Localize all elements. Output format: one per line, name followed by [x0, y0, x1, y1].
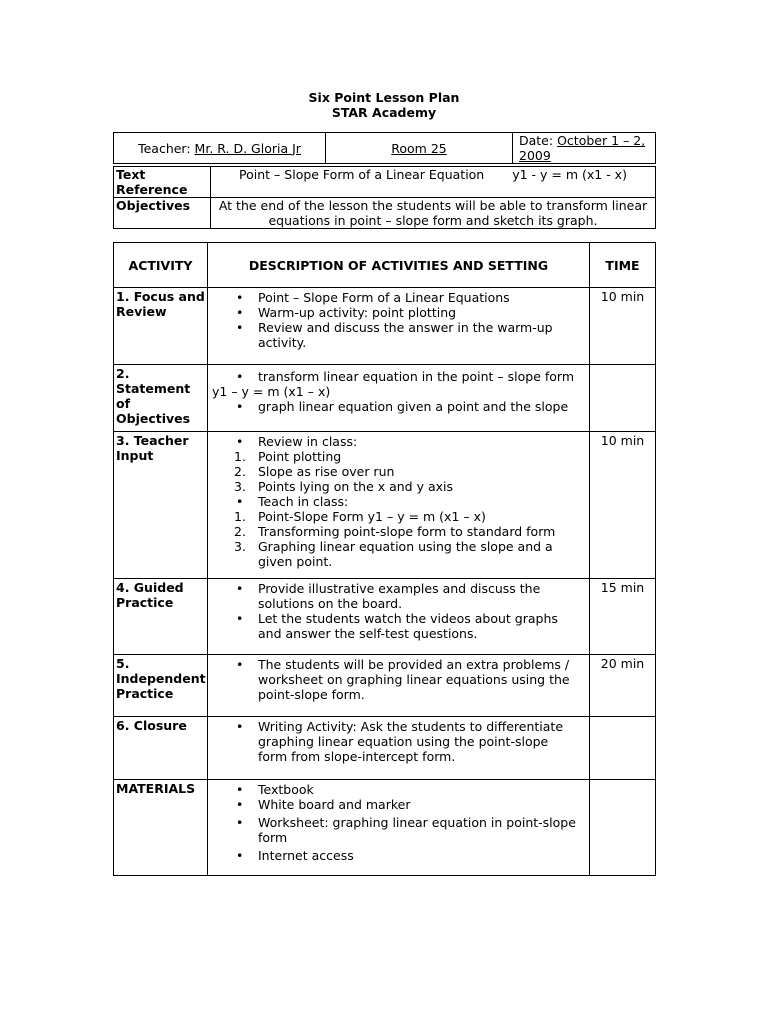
activity-label: 3. Teacher Input — [114, 432, 208, 579]
list-item: • Point – Slope Form of a Linear Equations — [234, 290, 579, 305]
list-item: 1. Point-Slope Form y1 – y = m (x1 – x) — [234, 509, 486, 524]
row-closure — [114, 717, 656, 780]
row-guided-practice — [114, 579, 656, 655]
activities-table — [113, 242, 656, 876]
text-reference-label: Text Reference — [114, 167, 211, 198]
activity-time: 15 min — [590, 579, 656, 655]
list-item: • transform linear equation in the point – slope form — [234, 369, 579, 384]
activity-label: MATERIALS — [114, 780, 208, 876]
info-table — [113, 132, 656, 164]
activity-time — [590, 365, 656, 432]
activity-time: 20 min — [590, 655, 656, 717]
activity-description — [208, 288, 590, 365]
list-item: • Internet access — [234, 848, 579, 863]
activity-time — [590, 717, 656, 780]
col-time-header: TIME — [590, 243, 656, 288]
row-materials — [114, 780, 656, 876]
activity-description — [208, 365, 590, 432]
list-item: • Review and discuss the answer in the warm-up activity. — [234, 320, 579, 350]
list-item: • graph linear equation given a point and the slope — [234, 399, 579, 414]
list-item: • Warm-up activity: point plotting — [234, 305, 579, 320]
activity-label: 4. Guided Practice — [114, 579, 208, 655]
activity-label: 1. Focus and Review — [114, 288, 208, 365]
activity-description — [208, 717, 590, 780]
date-cell — [513, 133, 656, 164]
list-item: • Teach in class: — [234, 494, 579, 509]
teacher-name: Mr. R. D. Gloria Jr — [194, 140, 301, 156]
list-item: 2. Slope as rise over run — [234, 464, 395, 479]
col-description-header: DESCRIPTION OF ACTIVITIES AND SETTING — [208, 243, 590, 288]
activity-label: 5. Independent Practice — [114, 655, 208, 717]
text-reference-value — [211, 167, 656, 198]
room-cell — [326, 133, 513, 164]
activity-description — [208, 780, 590, 876]
list-item: • Writing Activity: Ask the students to differentiate graphing linear equation using the point-slope form from slope-intercept form. — [234, 719, 579, 764]
list-item: • Review in class: — [234, 434, 579, 449]
activity-description — [208, 655, 590, 717]
row-independent-practice — [114, 655, 656, 717]
list-item: • Provide illustrative examples and discuss the solutions on the board. — [234, 581, 579, 611]
row-teacher-input — [114, 432, 656, 579]
list-item: 2. Transforming point-slope form to standard form — [234, 524, 556, 539]
date-value: October 1 – 2, 2009 — [519, 133, 646, 163]
list-item: • Let the students watch the videos about graphs and answer the self-test questions. — [234, 611, 579, 641]
objectives-row — [114, 198, 656, 229]
document-subtitle: STAR Academy — [331, 105, 437, 120]
topic-text: Point – Slope Form of a Linear Equation — [239, 167, 485, 182]
topic-formula: y1 - y = m (x1 - x) — [512, 167, 627, 182]
activity-time: 10 min — [590, 288, 656, 365]
text-reference-row — [114, 167, 656, 198]
list-item: 3. Points lying on the x and y axis — [234, 479, 454, 494]
activity-time: 10 min — [590, 432, 656, 579]
activity-description — [208, 432, 590, 579]
document-title: Six Point Lesson Plan — [308, 90, 460, 105]
activity-description — [208, 579, 590, 655]
teacher-label: Teacher: — [138, 140, 191, 156]
col-activity-header: ACTIVITY — [114, 243, 208, 288]
list-item: 1. Point plotting — [234, 449, 342, 464]
list-item: 3. Graphing linear equation using the slope and a given point. — [234, 539, 553, 569]
activity-time — [590, 780, 656, 876]
list-item: • White board and marker — [234, 797, 579, 812]
row-focus-review — [114, 288, 656, 365]
row-statement-objectives — [114, 365, 656, 432]
reference-table — [113, 166, 656, 229]
list-item: • Worksheet: graphing linear equation in point-slope form — [234, 815, 579, 845]
formula-line: y1 – y = m (x1 – x) — [212, 384, 331, 399]
date-label: Date: — [519, 133, 554, 148]
list-item: • Textbook — [234, 782, 579, 797]
objectives-label: Objectives — [114, 198, 211, 229]
teacher-cell — [114, 133, 326, 164]
activity-label: 6. Closure — [114, 717, 208, 780]
list-item: • The students will be provided an extra problems / worksheet on graphing linear equations using the point-slope form. — [234, 657, 579, 702]
room-value: Room 25 — [391, 140, 447, 156]
activities-header-row — [114, 243, 656, 288]
activity-label: 2. Statement of Objectives — [114, 365, 208, 432]
objectives-text: At the end of the lesson the students will be able to transform linear equations in point – slope form and sketch its graph. — [211, 198, 656, 229]
